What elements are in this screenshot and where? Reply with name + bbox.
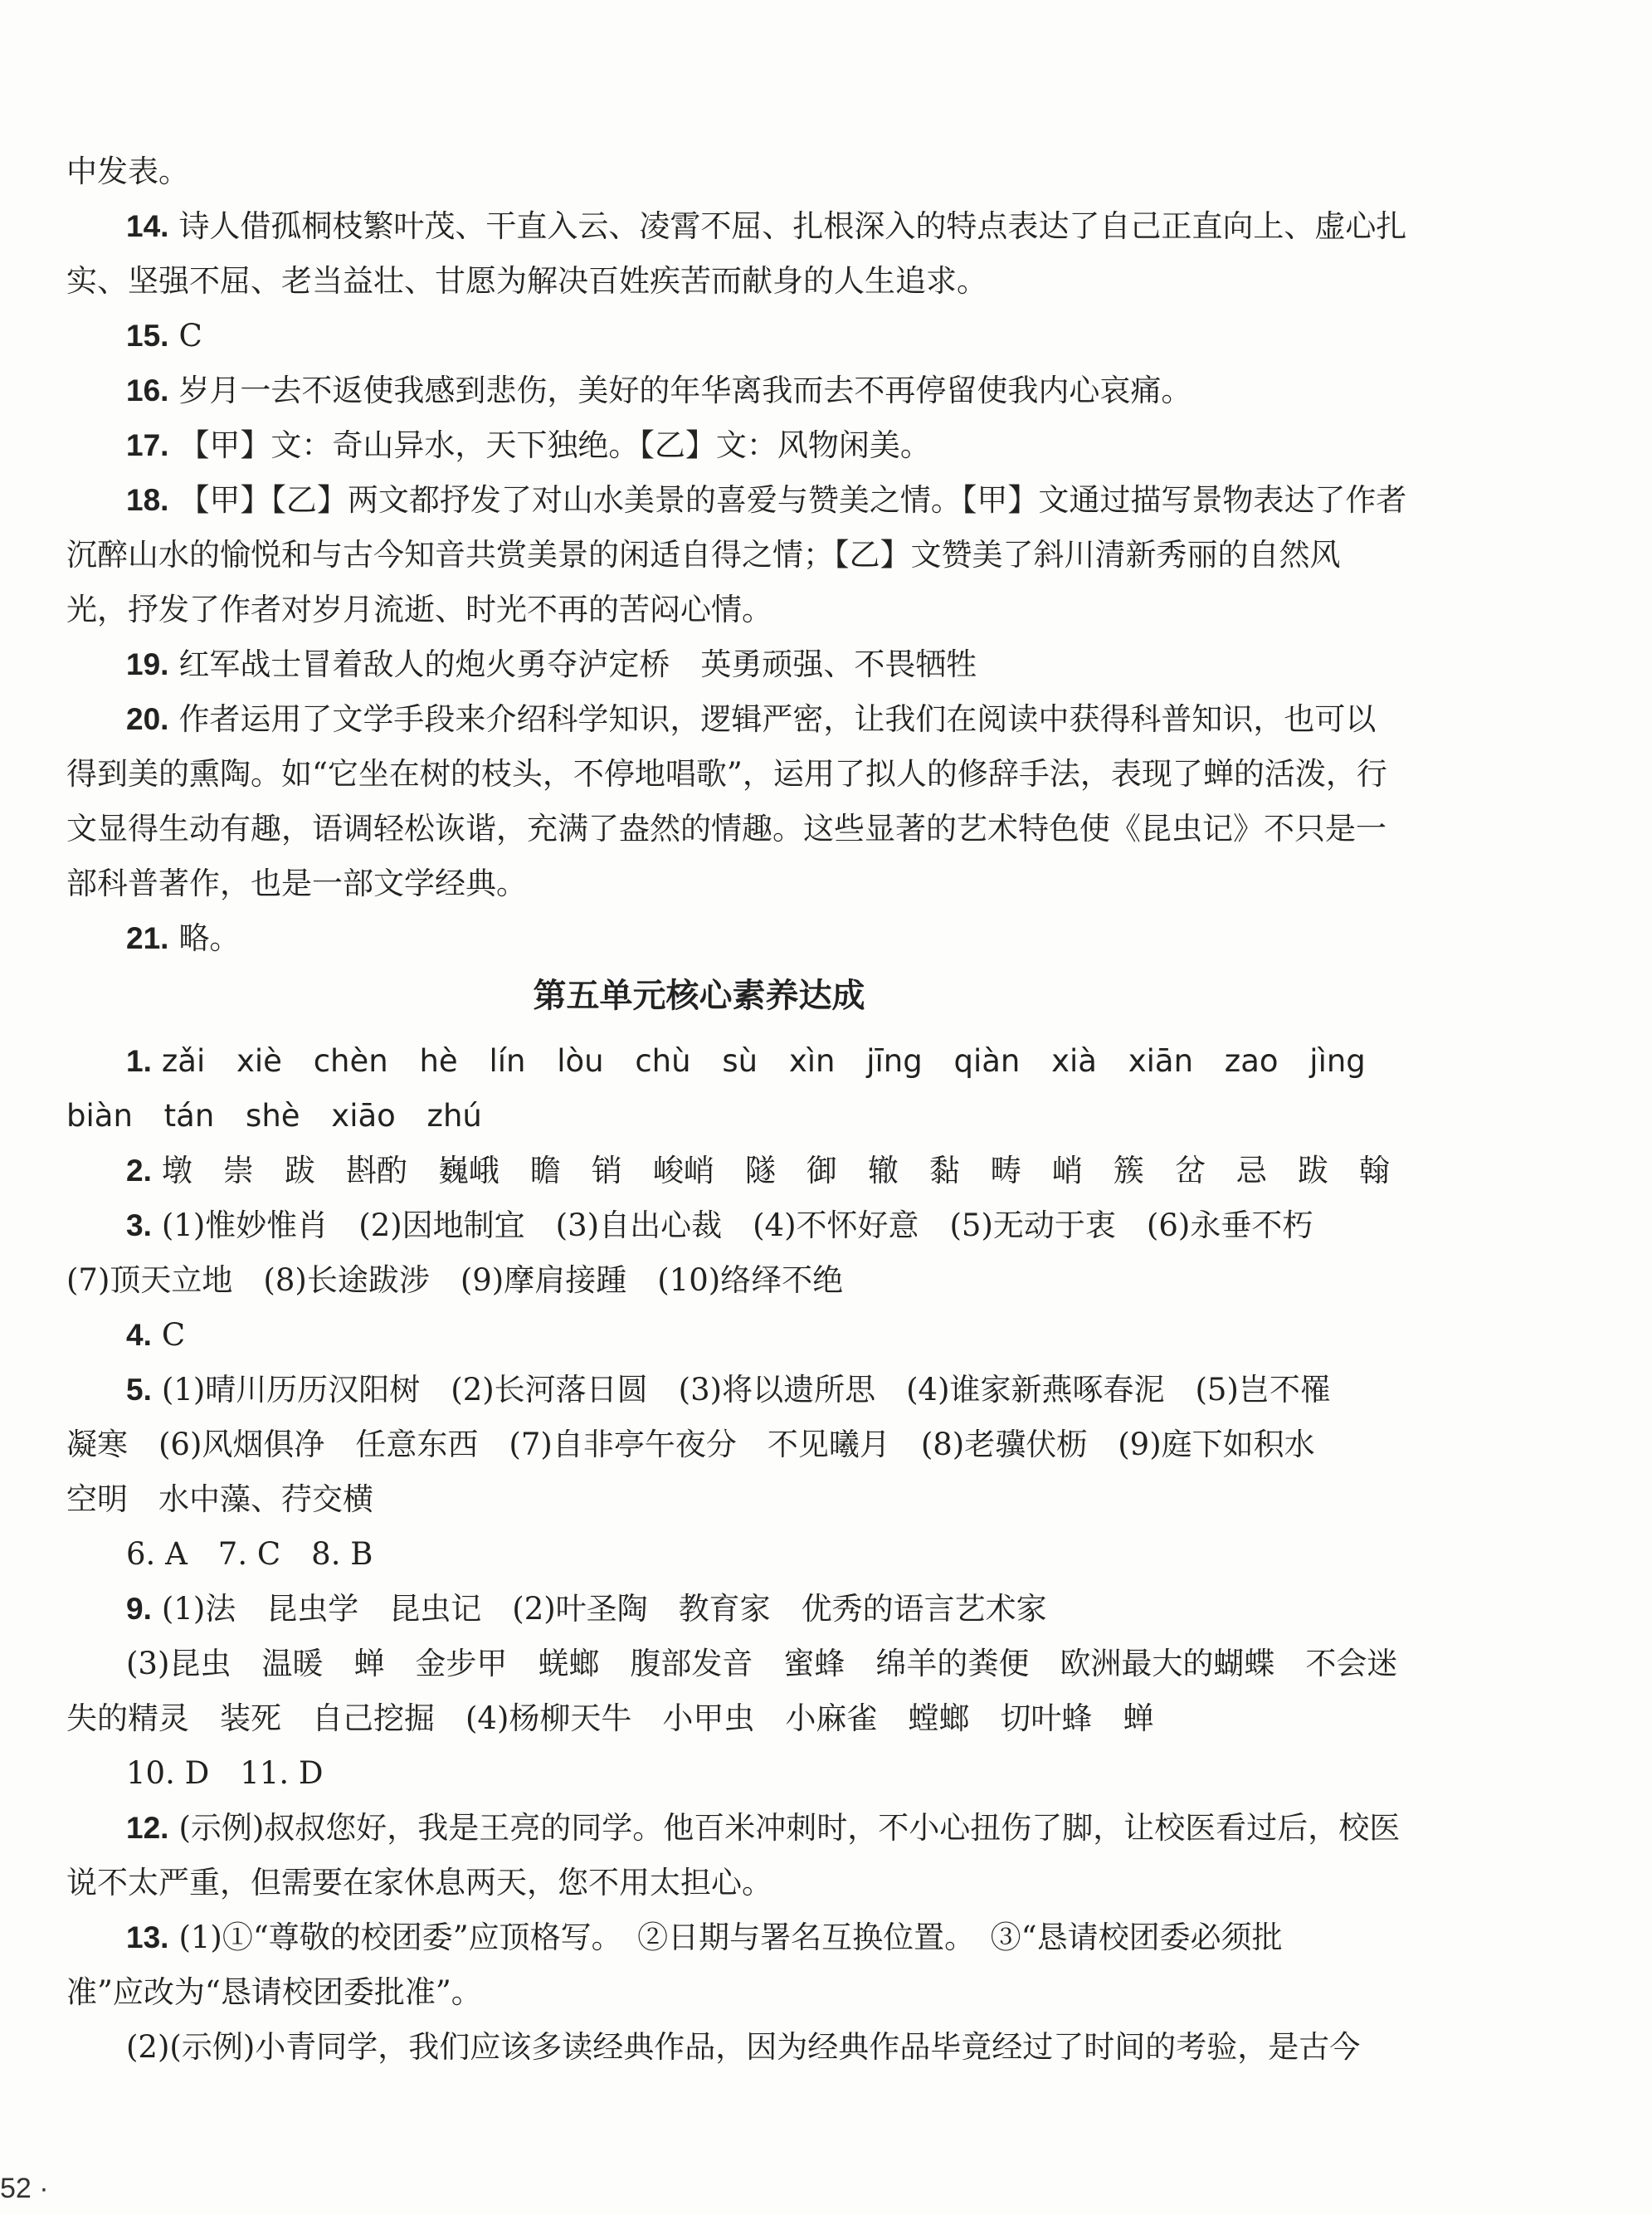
answer-text: (1)法 昆虫学 昆虫记 (2)叶圣陶 教育家 优秀的语言艺术家 — [161, 1591, 1047, 1627]
question-number: 21. — [126, 921, 169, 955]
text-line — [126, 699, 1398, 740]
text-line — [126, 1643, 1398, 1685]
answer-text: 略。 — [178, 920, 241, 956]
question-number: 18. — [126, 483, 169, 517]
question-number: 20. — [126, 702, 169, 736]
answer-text: biàn tán shè xiāo zhú — [66, 1098, 482, 1134]
answer-text: 准”应改为“恳请校团委批准”。 — [66, 1974, 482, 2010]
answer-text: 墩 崇 跋 斟酌 巍峨 瞻 销 峻峭 隧 御 辙 黏 畴 峭 簇 岔 忌 跋 翰 — [161, 1153, 1390, 1188]
answer-text: (1)①“尊敬的校团委”应顶格写。 ②日期与署名互换位置。 ③“恳请校团委必须批 — [178, 1920, 1283, 1955]
question-number: 15. — [126, 319, 169, 353]
question-number: 16. — [126, 373, 169, 407]
question-number: 1. — [126, 1044, 152, 1078]
text-line — [126, 1369, 1398, 1411]
answer-text: 部科普著作，也是一部文学经典。 — [66, 866, 527, 901]
text-line — [66, 1095, 1398, 1137]
text-line — [126, 425, 1398, 466]
answer-text: C — [178, 318, 202, 354]
text-line — [126, 1588, 1398, 1630]
answer-text: (3)昆虫 温暖 蝉 金步甲 蜣螂 腹部发音 蜜蜂 绵羊的粪便 欧洲最大的蝴蝶 不会迷 — [126, 1646, 1398, 1681]
text-line — [126, 1041, 1398, 1082]
question-number: 17. — [126, 428, 169, 462]
answer-text: 6. A 7. C 8. B — [126, 1536, 373, 1572]
text-line — [126, 1753, 1398, 1794]
text-line — [66, 1479, 1398, 1520]
answer-text: (1)晴川历历汉阳树 (2)长河落日圆 (3)将以遗所思 (4)谁家新燕啄春泥 (5)岂不罹 — [161, 1372, 1331, 1408]
text-line — [126, 918, 1398, 959]
text-line — [126, 315, 1398, 357]
text-line — [66, 151, 1398, 193]
text-line — [66, 1862, 1398, 1904]
answer-text: 说不太严重，但需要在家休息两天，您不用太担心。 — [66, 1865, 772, 1900]
text-line — [126, 480, 1407, 521]
section-heading: 第五单元核心素养达成 — [533, 977, 865, 1015]
answer-text: 得到美的熏陶。如“它坐在树的枝头，不停地唱歌”，运用了拟人的修辞手法，表现了蝉的活泼，行 — [66, 756, 1387, 792]
answer-text: 失的精灵 装死 自己挖掘 (4)杨柳天牛 小甲虫 小麻雀 螳螂 切叶蜂 蝉 — [66, 1700, 1154, 1736]
text-line — [66, 1260, 1398, 1301]
text-line — [126, 1534, 1398, 1575]
text-line — [126, 1315, 1398, 1356]
text-line — [66, 808, 1398, 850]
answer-text: (7)顶天立地 (8)长途跋涉 (9)摩肩接踵 (10)络绎不绝 — [66, 1262, 844, 1298]
answer-text: 【甲】文：奇山异水，天下独绝。【乙】文：风物闲美。 — [178, 427, 931, 463]
answer-text: (2)(示例)小青同学，我们应该多读经典作品，因为经典作品毕竟经过了时间的考验，是古今 — [126, 2029, 1361, 2065]
answer-text: 岁月一去不返使我感到悲伤，美好的年华离我而去不再停留使我内心哀痛。 — [178, 373, 1192, 408]
answer-text: 文显得生动有趣，语调轻松诙谐，充满了盎然的情趣。这些显著的艺术特色使《昆虫记》不只是一 — [66, 811, 1386, 846]
question-number: 4. — [126, 1318, 152, 1352]
page-number: 52 · — [0, 2173, 49, 2204]
text-line — [126, 206, 1407, 247]
answer-text: 【甲】【乙】两文都抒发了对山水美景的喜爱与赞美之情。【甲】文通过描写景物表达了作者 — [178, 482, 1407, 518]
text-line — [66, 534, 1398, 576]
text-line — [66, 1424, 1398, 1466]
question-number: 12. — [126, 1811, 169, 1845]
question-number: 2. — [126, 1154, 152, 1188]
answer-text: 中发表。 — [66, 154, 189, 189]
answer-text: 沉醉山水的愉悦和与古今知音共赏美景的闲适自得之情；【乙】文赞美了斜川清新秀丽的自然风 — [66, 537, 1341, 573]
answer-text: (示例)叔叔您好，我是王亮的同学。他百米冲刺时，不小心扭伤了脚，让校医看过后，校医 — [178, 1810, 1401, 1846]
question-number: 9. — [126, 1592, 152, 1626]
question-number: 14. — [126, 209, 169, 243]
answer-text: zǎi xiè chèn hè lín lòu chù sù xìn jīng qiàn xià xiān zao jìng — [161, 1043, 1366, 1079]
question-number: 19. — [126, 647, 169, 681]
question-number: 3. — [126, 1208, 152, 1242]
answer-text: 实、坚强不屈、老当益壮、甘愿为解决百姓疾苦而献身的人生追求。 — [66, 263, 987, 299]
text-line — [66, 754, 1398, 795]
text-line — [126, 1808, 1401, 1849]
text-line — [126, 1205, 1398, 1247]
text-line — [126, 1150, 1398, 1192]
text-line — [66, 1972, 1398, 2013]
answer-text: 光，抒发了作者对岁月流逝、时光不再的苦闷心情。 — [66, 592, 772, 627]
answer-text: 凝寒 (6)风烟俱净 任意东西 (7)自非亭午夜分 不见曦月 (8)老骥伏枥 (9)庭下如积水 — [66, 1427, 1315, 1462]
question-number: 5. — [126, 1373, 152, 1407]
text-line — [126, 644, 1398, 685]
answer-text: C — [161, 1317, 186, 1353]
text-line — [126, 370, 1398, 412]
answer-text: 10. D 11. D — [126, 1755, 324, 1791]
answer-text: 诗人借孤桐枝繁叶茂、干直入云、凌霄不屈、扎根深入的特点表达了自己正直向上、虚心扎 — [178, 208, 1407, 244]
text-line — [126, 2027, 1398, 2068]
answer-text: 作者运用了文学手段来介绍科学知识，逻辑严密，让我们在阅读中获得科普知识，也可以 — [178, 701, 1377, 737]
text-line — [66, 863, 1398, 905]
text-line — [126, 1917, 1398, 1959]
answer-text: 红军战士冒着敌人的炮火勇夺泸定桥 英勇顽强、不畏牺牲 — [178, 646, 977, 682]
question-number: 13. — [126, 1920, 169, 1954]
answer-text: (1)惟妙惟肖 (2)因地制宜 (3)自出心裁 (4)不怀好意 (5)无动于衷 (6)永垂不朽 — [161, 1208, 1313, 1243]
text-line — [66, 1698, 1398, 1739]
text-line — [66, 589, 1398, 631]
text-line — [66, 261, 1398, 302]
answer-text: 空明 水中藻、荇交横 — [66, 1481, 373, 1517]
